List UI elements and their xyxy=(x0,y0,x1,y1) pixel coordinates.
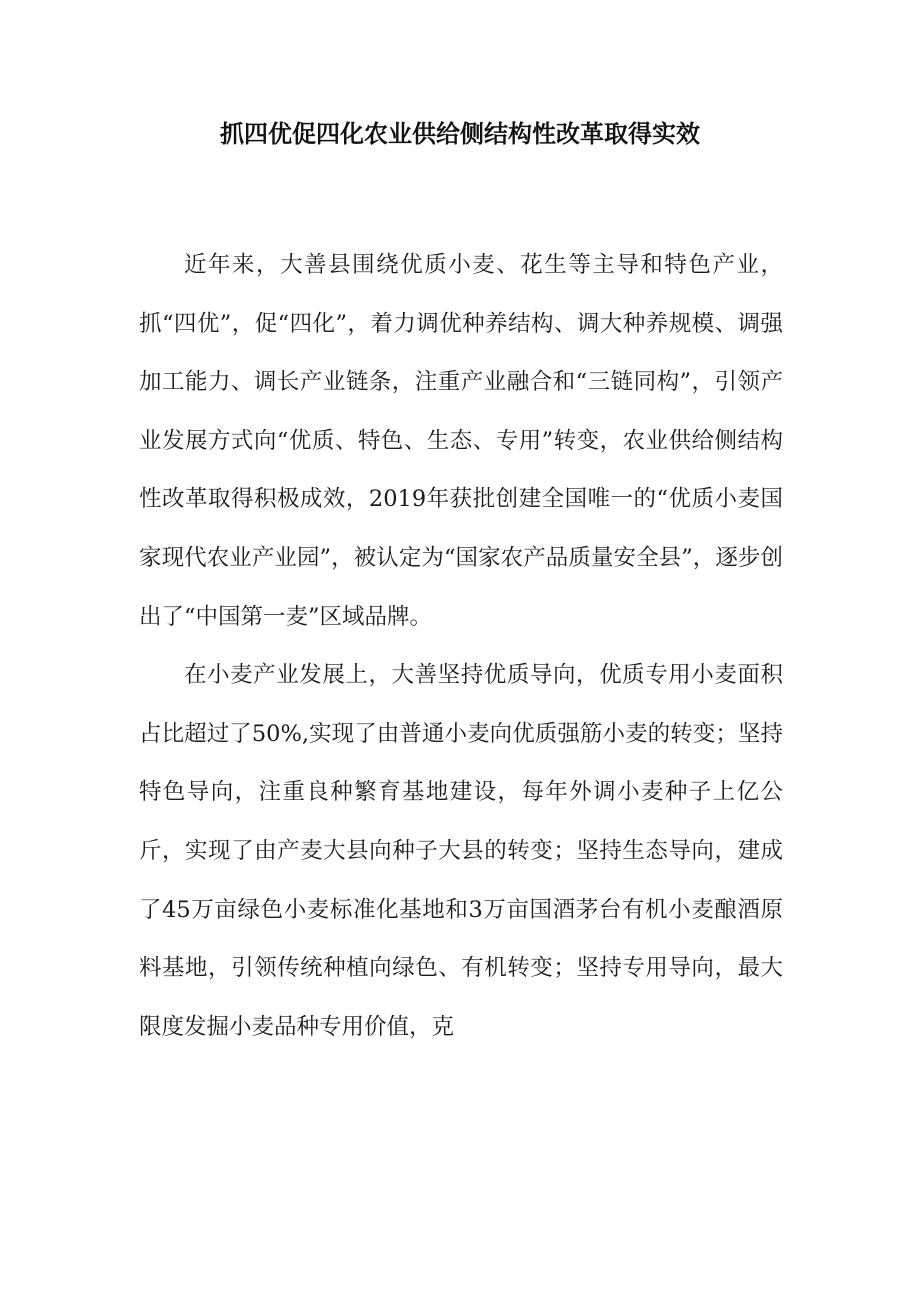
document-body xyxy=(139,236,783,1056)
paragraph-2: 在小麦产业发展上，大善坚持优质导向，优质专用小麦面积占比超过了50%,实现了由普通小麦向优质强筋小麦的转变；坚持特色导向，注重良种繁育基地建设，每年外调小麦种子上亿公斤，实现了由产麦大县向种子大县的转变；坚持生态导向，建成了45万亩绿色小麦标准化基地和3万亩国酒茅台有机小麦酿酒原料基地，引领传统种植向绿色、有机转变；坚持专用导向，最大限度发掘小麦品种专用价值，克 xyxy=(139,662,783,1040)
document-title: 抓四优促四化农业供给侧结构性改革取得实效 xyxy=(220,120,700,148)
paragraph-1: 近年来，大善县围绕优质小麦、花生等主导和特色产业，抓“四优”，促“四化”，着力调优种养结构、调大种养规模、调强加工能力、调长产业链条，注重产业融合和“三链同构”，引领产业发展方式向“优质、特色、生态、专用”转变，农业供给侧结构性改革取得积极成效，2019年获批创建全国唯一的“优质小麦国家现代农业产业园”，被认定为“国家农产品质量安全县”，逐步创出了“中国第一麦”区域品牌。 xyxy=(139,252,783,630)
